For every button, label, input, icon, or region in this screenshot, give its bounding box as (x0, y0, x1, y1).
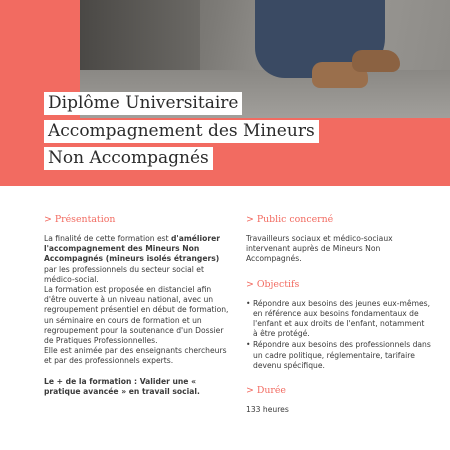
title-line-1: Diplôme Universitaire (44, 92, 242, 115)
presentation-plus (44, 377, 229, 397)
duree-heading: > Durée (246, 385, 286, 397)
objectifs-section (246, 279, 431, 371)
public-text: Travailleurs sociaux et médico-sociaux intervenant auprès de Mineurs Non Accompagnés. (246, 234, 393, 264)
list-item: • Répondre aux besoins des professionnels dans un cadre politique, réglementaire, tarifaire devenu spécifique. (246, 340, 431, 371)
public-section (246, 214, 431, 265)
presentation-heading: > Présentation (44, 214, 116, 225)
presentation-body-2: Elle est animée par des enseignants chercheurs et par des professionnels experts. (44, 346, 227, 366)
photo-shoe (352, 50, 400, 72)
duree-section (246, 385, 431, 415)
presentation-section (44, 214, 229, 397)
title-line-3: Non Accompagnés (44, 147, 213, 170)
plus-text: Le + de la formation : Valider une « pratique avancée » en travail social. (44, 376, 200, 396)
intro-text: La finalité de cette formation est (44, 234, 171, 243)
left-column (44, 214, 229, 411)
intro-text-end: par les professionnels du secteur social et médico-social. (44, 264, 204, 284)
hero-banner (0, 0, 450, 186)
duree-text: 133 heures (246, 405, 289, 415)
list-item: • Répondre aux besoins des jeunes eux-mêmes, en référence aux besoins fondamentaux de l'enfant et aux droits de l'enfant, notamment à être protégé. (246, 299, 431, 340)
objectifs-list (246, 299, 431, 371)
presentation-body-1: La formation est proposée en distanciel afin d'être ouverte à un niveau national, avec un regroupement présentiel en début de formation, un séminaire en cours de formation et un regroupement pour la soutenance d'un Dossier de Pratiques Professionnelles. (44, 285, 229, 346)
right-column (246, 214, 431, 429)
public-heading: > Public concerné (246, 214, 334, 225)
title-line-2: Accompagnement des Mineurs (44, 120, 319, 143)
presentation-intro (44, 234, 229, 285)
objectifs-heading: > Objectifs (246, 278, 300, 290)
intro-bold-text: d'améliorer l'accompagnement des Mineurs Non Accompagnés (mineurs isolés étrangers) (44, 234, 220, 264)
